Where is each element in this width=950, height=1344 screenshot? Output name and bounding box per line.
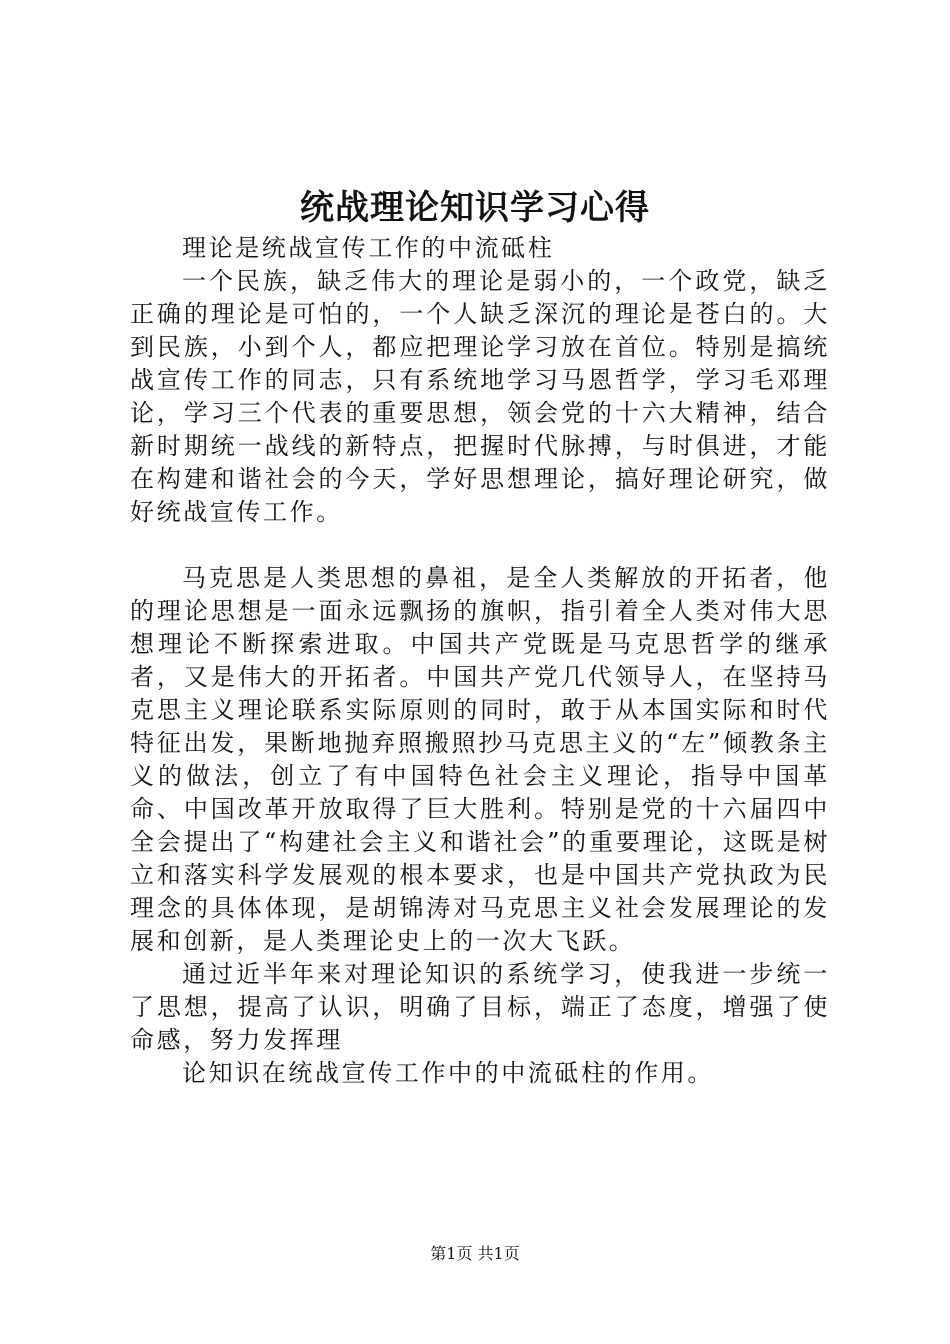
page-number-footer: 第1页 共1页 <box>430 1244 520 1263</box>
document-body <box>130 232 830 1090</box>
paragraph-4: 论知识在统战宣传工作中的中流砥柱的作用。 <box>182 1059 714 1087</box>
paragraph-2: 马克思是人类思想的鼻祖，是全人类解放的开拓者，他的理论思想是一面永远飘扬的旗帜，指引着全人类对伟大思想理论不断探索进取。中国共产党既是马克思哲学的继承者，又是伟大的开拓者。中国共产党几代领导人，在坚持马克思主义理论联系实际原则的同时，敢于从本国实际和时代特征出发，果断地抛弃照搬照抄马克思主义的“左”倾教条主义的做法，创立了有中国特色社会主义理论，指导中国革命、中国改革开放取得了巨大胜利。特别是党的十六届四中全会提出了“构建社会主义和谐社会”的重要理论，这既是树立和落实科学发展观的根本要求，也是中国共产党执政为民理念的具体体现，是胡锦涛对马克思主义社会发展理论的发展和创新，是人类理论史上的一次大飞跃。 <box>130 564 830 955</box>
document-title: 统战理论知识学习心得 <box>300 188 650 228</box>
paragraph-1: 一个民族，缺乏伟大的理论是弱小的，一个政党，缺乏正确的理论是可怕的，一个人缺乏深沉的理论是苍白的。大到民族，小到个人，都应把理论学习放在首位。特别是搞统战宣传工作的同志，只有系统地学习马恩哲学，学习毛邓理论，学习三个代表的重要思想，领会党的十六大精神，结合新时期统一战线的新特点，把握时代脉搏，与时俱进，才能在构建和谐社会的今天，学好思想理论，搞好理论研究，做好统战宣传工作。 <box>130 267 830 526</box>
paragraph-subtitle: 理论是统战宣传工作的中流砥柱 <box>182 234 555 262</box>
paragraph-3: 通过近半年来对理论知识的系统学习，使我进一步统一了思想，提高了认识，明确了目标，端正了态度，增强了使命感，努力发挥理 <box>130 960 830 1054</box>
